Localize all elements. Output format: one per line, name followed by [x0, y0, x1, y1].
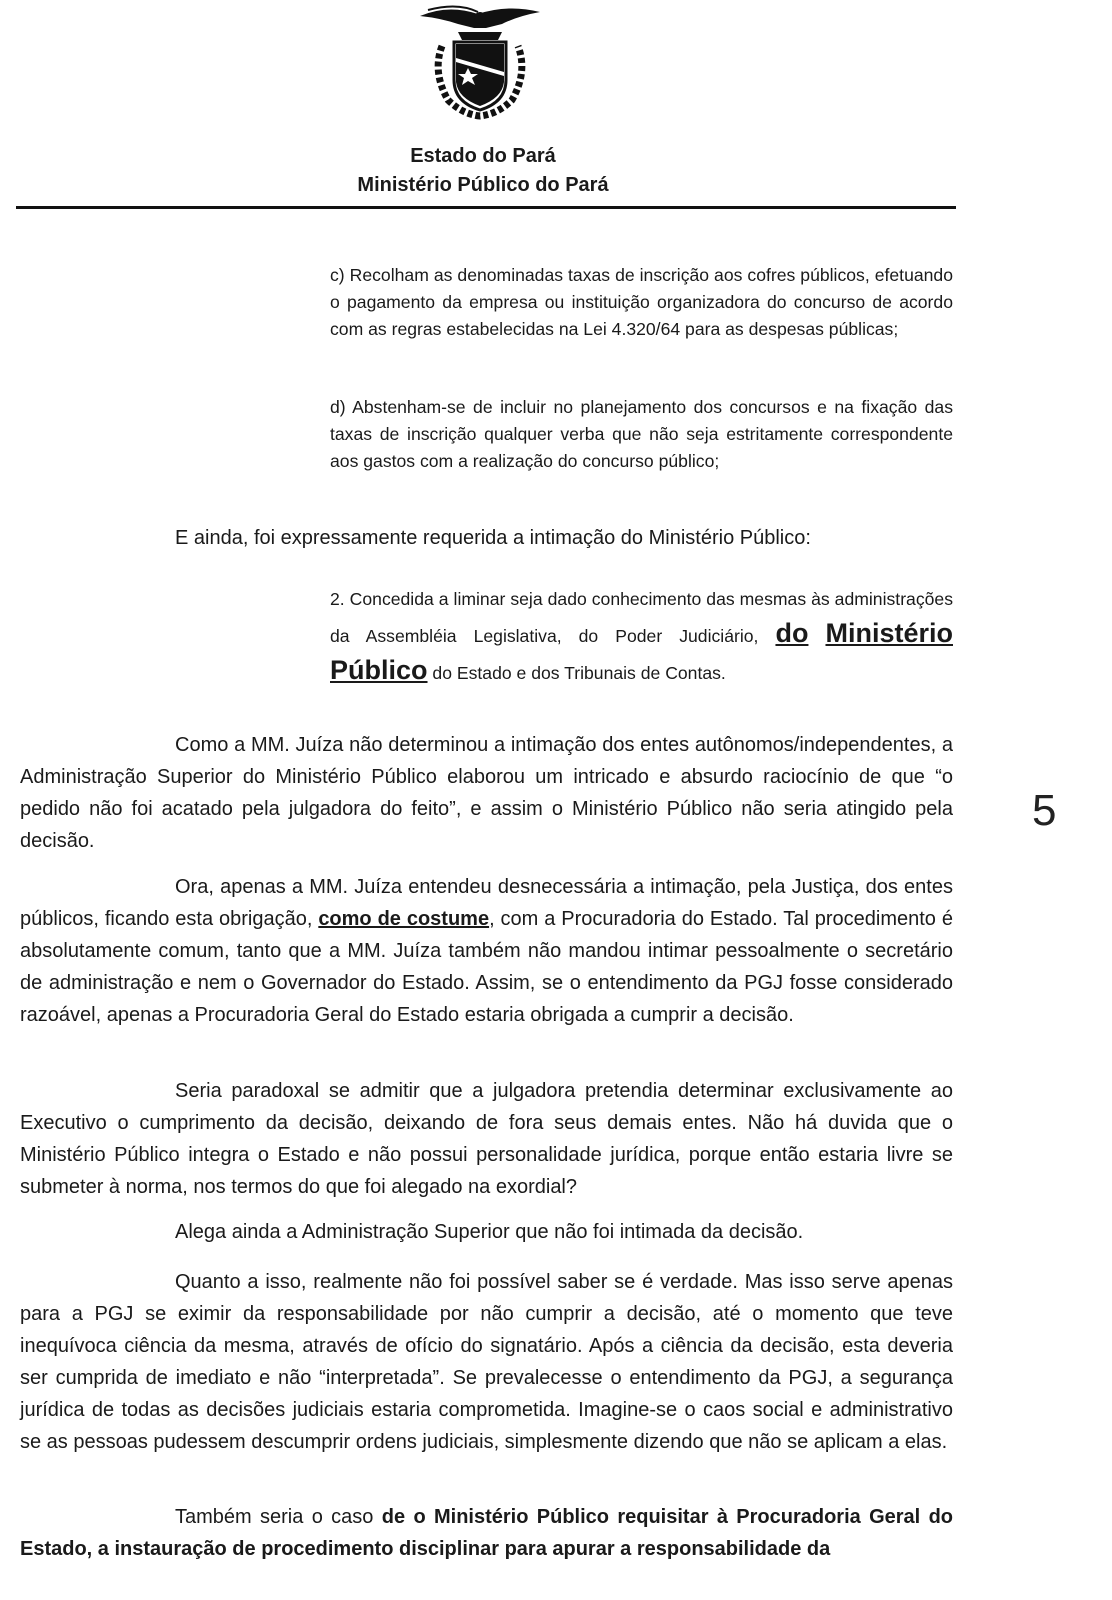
header-line-2: Ministério Público do Pará	[357, 174, 609, 196]
paragraph-6	[20, 1501, 953, 1565]
header-line-1: Estado do Pará	[410, 145, 556, 167]
paragraph-5: Quanto a isso, realmente não foi possível saber se é verdade. Mas isso serve apenas para a PGJ se eximir da responsabilidade por não cumprir a decisão, até o momento que teve inequívoca ciência da mesma, através de ofício do signatário. Após a ciência da decisão, esta deveria ser cumprida de imediato e não “interpretada”. Se prevalecesse o entendimento da PGJ, a segurança jurídica de todas as decisões judiciais estaria comprometida. Imagine-se o caos social e administrativo se as pessoas pudessem descumprir ordens judiciais, simplesmente dizendo que não se aplicam a elas.	[20, 1271, 953, 1453]
page-number: 5	[1032, 786, 1057, 835]
paragraph-2-part-a: Ora, apenas a MM. Juíza entendeu desnecessária a intimação, pela Justiça, dos entes públicos, ficando esta obrigação,	[20, 876, 953, 930]
quote-2-part1: 2. Concedida a liminar seja dado conhecimento das mesmas às administrações da Assembléia Legislativa, do Poder Judiciário,	[330, 589, 953, 646]
paragraph-6-part-a: Também seria o caso	[175, 1506, 374, 1528]
quote-item-d: d) Abstenham-se de incluir no planejamento dos concursos e na fixação das taxas de inscrição qualquer verba que não seja estritamente correspondente aos gastos com a realização do concurso público;	[330, 397, 953, 471]
quote-item-2	[330, 582, 953, 690]
paragraph-2	[20, 871, 953, 1031]
paragraph-6-bold: de o Ministério Público requisitar à Procuradoria Geral do Estado, a instauração de procedimento disciplinar para apurar a responsabilidade da	[20, 1506, 954, 1560]
paragraph-3: Seria paradoxal se admitir que a julgadora pretendia determinar exclusivamente ao Executivo o cumprimento da decisão, deixando de fora seus demais entes. Não há duvida que o Ministério Público integra o Estado e não possui personalidade jurídica, porque então estaria livre se submeter à norma, nos termos do que foi alegado na exordial?	[20, 1080, 953, 1198]
quote-2-part2: do Estado e dos Tribunais de Contas.	[432, 663, 726, 683]
quote-item-c: c) Recolham as denominadas taxas de inscrição aos cofres públicos, efetuando o pagamento da empresa ou instituição organizadora do concurso de acordo com as regras estabelecidas na Lei 4.320/64 para as despesas públicas;	[330, 265, 953, 339]
header-divider	[16, 206, 956, 209]
paragraph-4: Alega ainda a Administração Superior que não foi intimada da decisão.	[175, 1221, 804, 1243]
paragraph-2-part-b: , com a Procuradoria do Estado. Tal procedimento é absolutamente comum, tanto que a MM. Juíza também não mandou intimar pessoalmente o secretário de administração e nem o Governador do Estado. Assim, se o entendimento da PGJ fosse considerado razoável, apenas a Procuradoria Geral do Estado estaria obrigada a cumprir a decisão.	[20, 908, 953, 1026]
paragraph-2-emphasis: como de costume	[318, 908, 490, 930]
paragraph-1: Como a MM. Juíza não determinou a intimação dos entes autônomos/independentes, a Administração Superior do Ministério Público elaborou um intricado e absurdo raciocínio de que “o pedido não foi acatado pela julgadora do feito”, e assim o Ministério Público não seria atingido pela decisão.	[20, 734, 953, 852]
coat-of-arms-icon	[418, 2, 542, 120]
quote-2-emphasis-do: do	[775, 618, 809, 648]
quote-2-emphasis-mp: Ministério Público	[330, 618, 953, 685]
intro-line: E ainda, foi expressamente requerida a intimação do Ministério Público:	[175, 527, 811, 549]
